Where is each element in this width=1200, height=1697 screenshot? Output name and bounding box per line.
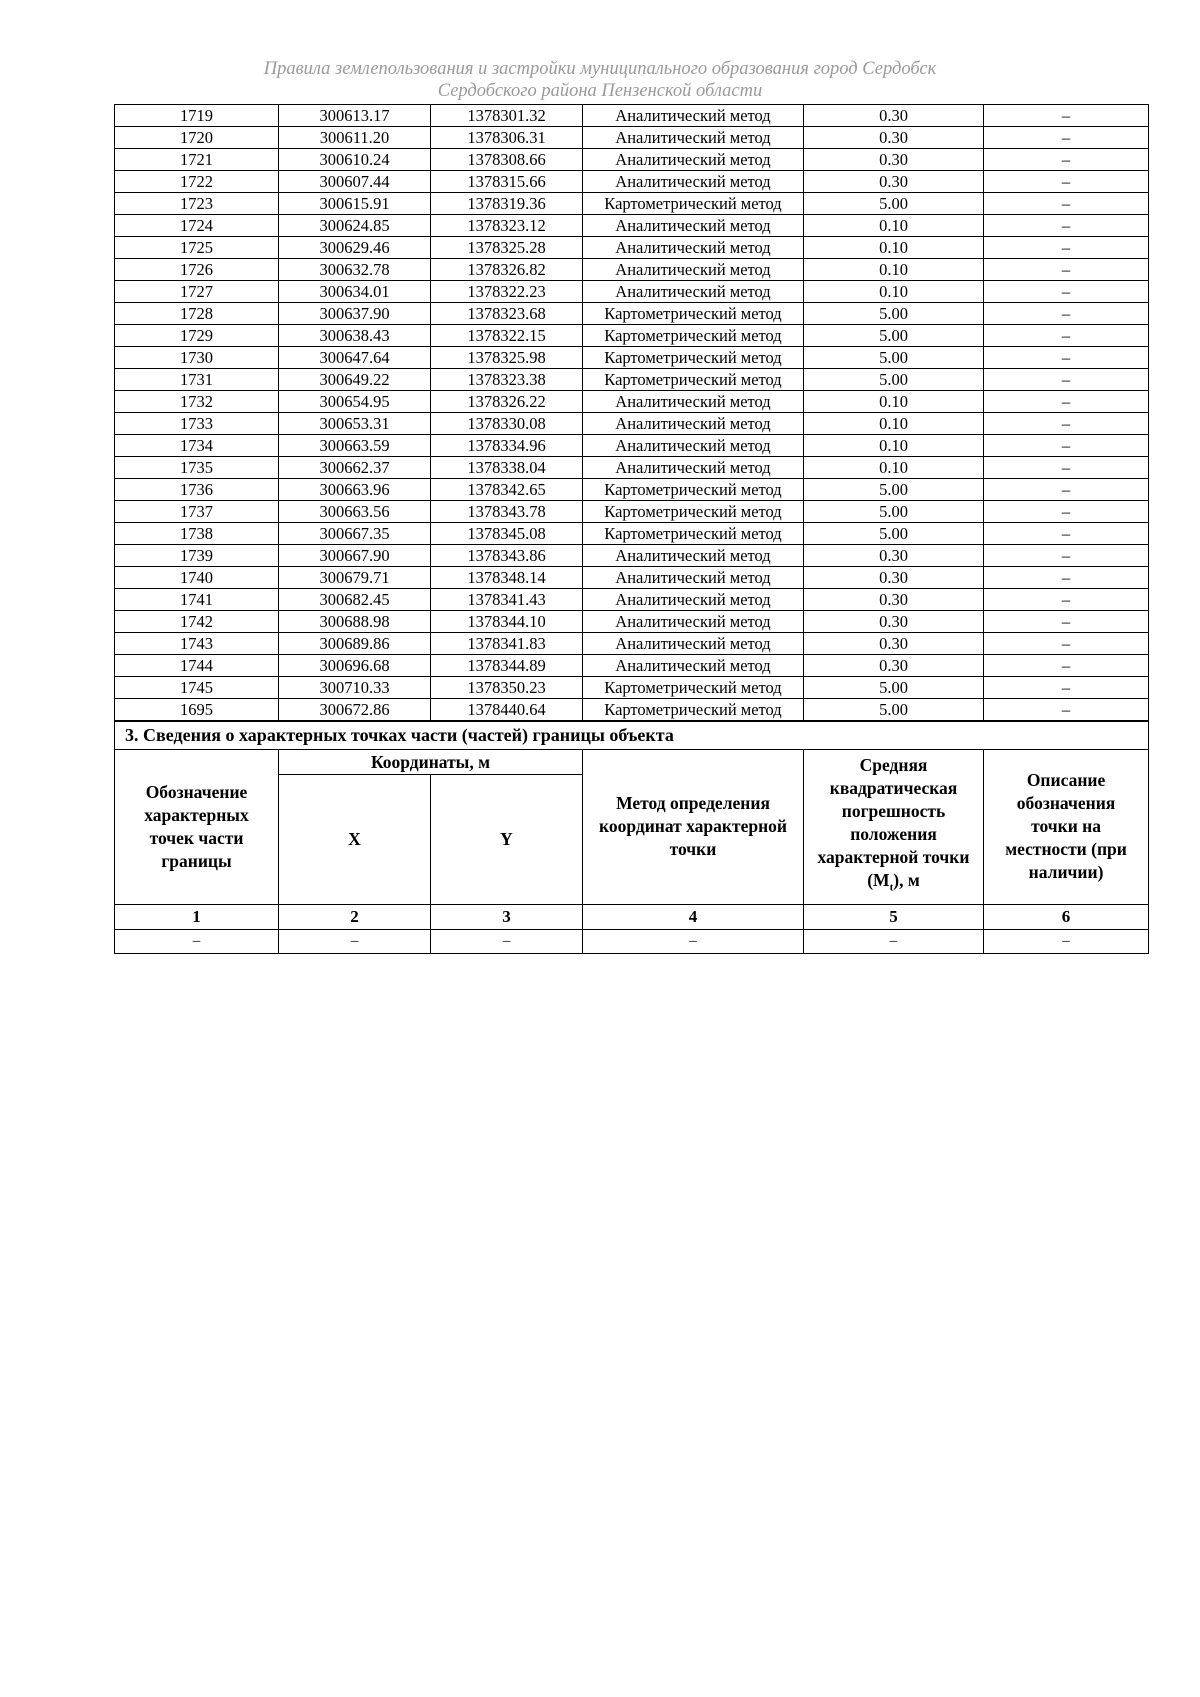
table-row (115, 259, 1149, 281)
table-row (115, 149, 1149, 171)
description-cell: – (984, 215, 1149, 237)
error-cell: 5.00 (804, 347, 984, 369)
table-row (115, 435, 1149, 457)
description-cell: – (984, 567, 1149, 589)
section3-title-row (115, 722, 1149, 750)
error-cell: 0.10 (804, 259, 984, 281)
y-coordinate-cell: 1378341.43 (431, 589, 583, 611)
table-row (115, 369, 1149, 391)
point-number-cell: 1721 (115, 149, 279, 171)
method-cell: Аналитический метод (583, 611, 804, 633)
x-coordinate-cell: 300689.86 (279, 633, 431, 655)
y-coordinate-cell: 1378326.22 (431, 391, 583, 413)
x-coordinate-cell: 300672.86 (279, 699, 431, 721)
table-row (115, 479, 1149, 501)
y-coordinate-cell: 1378342.65 (431, 479, 583, 501)
col-y-header: Y (431, 775, 583, 904)
description-cell: – (984, 589, 1149, 611)
table-row (115, 655, 1149, 677)
method-cell: Картометрический метод (583, 193, 804, 215)
description-cell: – (984, 259, 1149, 281)
table-row (115, 281, 1149, 303)
error-cell: 5.00 (804, 193, 984, 215)
point-number-cell: 1727 (115, 281, 279, 303)
method-cell: Картометрический метод (583, 699, 804, 721)
y-coordinate-cell: 1378325.28 (431, 237, 583, 259)
description-cell: – (984, 193, 1149, 215)
x-coordinate-cell: 300607.44 (279, 171, 431, 193)
point-number-cell: 1722 (115, 171, 279, 193)
method-cell: Аналитический метод (583, 633, 804, 655)
y-coordinate-cell: 1378343.78 (431, 501, 583, 523)
point-number-cell: 1733 (115, 413, 279, 435)
method-cell: Аналитический метод (583, 237, 804, 259)
method-cell: Картометрический метод (583, 523, 804, 545)
method-cell: Аналитический метод (583, 413, 804, 435)
method-cell: Картометрический метод (583, 347, 804, 369)
x-coordinate-cell: 300663.56 (279, 501, 431, 523)
points-table-body (115, 105, 1149, 721)
error-cell: 0.30 (804, 611, 984, 633)
point-number-cell: 1732 (115, 391, 279, 413)
point-number-cell: 1736 (115, 479, 279, 501)
col-method-header: Метод определения координат характерной точки (583, 750, 804, 905)
point-number-cell: 1737 (115, 501, 279, 523)
error-cell: 0.30 (804, 655, 984, 677)
col-number: 1 (115, 904, 279, 929)
empty-cell: – (431, 929, 583, 953)
col-number: 3 (431, 904, 583, 929)
y-coordinate-cell: 1378326.82 (431, 259, 583, 281)
method-cell: Аналитический метод (583, 259, 804, 281)
error-cell: 0.30 (804, 633, 984, 655)
description-cell: – (984, 237, 1149, 259)
y-coordinate-cell: 1378334.96 (431, 435, 583, 457)
table-row (115, 391, 1149, 413)
description-cell: – (984, 325, 1149, 347)
y-coordinate-cell: 1378319.36 (431, 193, 583, 215)
method-cell: Картометрический метод (583, 325, 804, 347)
x-coordinate-cell: 300647.64 (279, 347, 431, 369)
table-row (115, 567, 1149, 589)
point-number-cell: 1719 (115, 105, 279, 127)
col-error-header (804, 750, 984, 905)
col-number: 2 (279, 904, 431, 929)
table-row (115, 303, 1149, 325)
y-coordinate-cell: 1378341.83 (431, 633, 583, 655)
table-row (115, 611, 1149, 633)
y-coordinate-cell: 1378322.23 (431, 281, 583, 303)
point-number-cell: 1738 (115, 523, 279, 545)
error-cell: 0.10 (804, 457, 984, 479)
col-number: 6 (984, 904, 1149, 929)
method-cell: Аналитический метод (583, 105, 804, 127)
coordinates-header: Координаты, м (279, 750, 583, 775)
table-row (115, 105, 1149, 127)
method-cell: Аналитический метод (583, 655, 804, 677)
table-row (115, 215, 1149, 237)
method-cell: Картометрический метод (583, 369, 804, 391)
table-row (115, 237, 1149, 259)
col-number: 5 (804, 904, 984, 929)
x-coordinate-cell: 300615.91 (279, 193, 431, 215)
error-cell: 0.10 (804, 435, 984, 457)
x-coordinate-cell: 300629.46 (279, 237, 431, 259)
table-row (115, 677, 1149, 699)
x-coordinate-cell: 300634.01 (279, 281, 431, 303)
description-cell: – (984, 633, 1149, 655)
description-cell: – (984, 127, 1149, 149)
description-cell: – (984, 303, 1149, 325)
error-cell: 0.30 (804, 149, 984, 171)
header-line-2: Сердобского района Пензенской области (437, 81, 763, 101)
table-row (115, 193, 1149, 215)
y-coordinate-cell: 1378343.86 (431, 545, 583, 567)
y-coordinate-cell: 1378308.66 (431, 149, 583, 171)
description-cell: – (984, 149, 1149, 171)
section3-number-row (115, 904, 1149, 929)
y-coordinate-cell: 1378344.89 (431, 655, 583, 677)
error-cell: 5.00 (804, 325, 984, 347)
col-error-text: Средняя квадратическая погрешность положения характерной точки (М (817, 755, 970, 890)
description-cell: – (984, 435, 1149, 457)
table-row (115, 633, 1149, 655)
error-cell: 0.30 (804, 105, 984, 127)
description-cell: – (984, 479, 1149, 501)
point-number-cell: 1725 (115, 237, 279, 259)
y-coordinate-cell: 1378322.15 (431, 325, 583, 347)
section3-table (114, 721, 1149, 954)
method-cell: Аналитический метод (583, 567, 804, 589)
description-cell: – (984, 545, 1149, 567)
method-cell: Картометрический метод (583, 677, 804, 699)
error-cell: 5.00 (804, 523, 984, 545)
error-cell: 5.00 (804, 677, 984, 699)
y-coordinate-cell: 1378350.23 (431, 677, 583, 699)
x-coordinate-cell: 300679.71 (279, 567, 431, 589)
error-cell: 0.30 (804, 171, 984, 193)
y-coordinate-cell: 1378301.32 (431, 105, 583, 127)
method-cell: Аналитический метод (583, 171, 804, 193)
x-coordinate-cell: 300654.95 (279, 391, 431, 413)
point-number-cell: 1741 (115, 589, 279, 611)
empty-cell: – (279, 929, 431, 953)
y-coordinate-cell: 1378323.68 (431, 303, 583, 325)
y-coordinate-cell: 1378323.38 (431, 369, 583, 391)
error-cell: 0.10 (804, 215, 984, 237)
x-coordinate-cell: 300653.31 (279, 413, 431, 435)
description-cell: – (984, 699, 1149, 721)
error-cell: 5.00 (804, 369, 984, 391)
section3-title: 3. Сведения о характерных точках части (частей) границы объекта (115, 722, 1149, 750)
table-row (115, 699, 1149, 721)
description-cell: – (984, 655, 1149, 677)
method-cell: Аналитический метод (583, 457, 804, 479)
error-cell: 0.10 (804, 413, 984, 435)
method-cell: Аналитический метод (583, 127, 804, 149)
method-cell: Аналитический метод (583, 391, 804, 413)
point-number-cell: 1745 (115, 677, 279, 699)
x-coordinate-cell: 300696.68 (279, 655, 431, 677)
method-cell: Аналитический метод (583, 545, 804, 567)
error-cell: 0.30 (804, 589, 984, 611)
point-number-cell: 1734 (115, 435, 279, 457)
table-row (115, 127, 1149, 149)
description-cell: – (984, 105, 1149, 127)
y-coordinate-cell: 1378330.08 (431, 413, 583, 435)
point-number-cell: 1720 (115, 127, 279, 149)
y-coordinate-cell: 1378325.98 (431, 347, 583, 369)
point-number-cell: 1742 (115, 611, 279, 633)
points-table (114, 104, 1149, 721)
x-coordinate-cell: 300632.78 (279, 259, 431, 281)
description-cell: – (984, 171, 1149, 193)
method-cell: Картометрический метод (583, 479, 804, 501)
col-error-subscript: t (889, 881, 894, 894)
x-coordinate-cell: 300611.20 (279, 127, 431, 149)
x-coordinate-cell: 300638.43 (279, 325, 431, 347)
point-number-cell: 1723 (115, 193, 279, 215)
y-coordinate-cell: 1378440.64 (431, 699, 583, 721)
y-coordinate-cell: 1378345.08 (431, 523, 583, 545)
x-coordinate-cell: 300649.22 (279, 369, 431, 391)
table-row (115, 347, 1149, 369)
error-cell: 5.00 (804, 501, 984, 523)
table-row (115, 457, 1149, 479)
x-coordinate-cell: 300624.85 (279, 215, 431, 237)
x-coordinate-cell: 300613.17 (279, 105, 431, 127)
method-cell: Аналитический метод (583, 281, 804, 303)
x-coordinate-cell: 300663.96 (279, 479, 431, 501)
description-cell: – (984, 523, 1149, 545)
col-number: 4 (583, 904, 804, 929)
method-cell: Картометрический метод (583, 303, 804, 325)
y-coordinate-cell: 1378306.31 (431, 127, 583, 149)
table-row (115, 501, 1149, 523)
point-number-cell: 1743 (115, 633, 279, 655)
point-number-cell: 1726 (115, 259, 279, 281)
col-description-header: Описание обозначения точки на местности (при наличии) (984, 750, 1149, 905)
error-cell: 0.30 (804, 127, 984, 149)
description-cell: – (984, 369, 1149, 391)
error-cell: 5.00 (804, 699, 984, 721)
description-cell: – (984, 347, 1149, 369)
col-designation-header: Обозначение характерных точек части границы (115, 750, 279, 905)
point-number-cell: 1729 (115, 325, 279, 347)
x-coordinate-cell: 300610.24 (279, 149, 431, 171)
x-coordinate-cell: 300637.90 (279, 303, 431, 325)
x-coordinate-cell: 300688.98 (279, 611, 431, 633)
error-cell: 0.30 (804, 545, 984, 567)
error-cell: 0.10 (804, 281, 984, 303)
description-cell: – (984, 457, 1149, 479)
x-coordinate-cell: 300667.35 (279, 523, 431, 545)
table-row (115, 545, 1149, 567)
point-number-cell: 1744 (115, 655, 279, 677)
x-coordinate-cell: 300710.33 (279, 677, 431, 699)
y-coordinate-cell: 1378338.04 (431, 457, 583, 479)
error-cell: 5.00 (804, 479, 984, 501)
y-coordinate-cell: 1378348.14 (431, 567, 583, 589)
description-cell: – (984, 501, 1149, 523)
description-cell: – (984, 677, 1149, 699)
point-number-cell: 1724 (115, 215, 279, 237)
col-x-header: X (279, 775, 431, 904)
table-row (115, 523, 1149, 545)
x-coordinate-cell: 300682.45 (279, 589, 431, 611)
page-header (0, 58, 1200, 102)
method-cell: Аналитический метод (583, 589, 804, 611)
point-number-cell: 1730 (115, 347, 279, 369)
section3-empty-row (115, 929, 1149, 953)
description-cell: – (984, 611, 1149, 633)
section3-header-row-1 (115, 750, 1149, 775)
y-coordinate-cell: 1378344.10 (431, 611, 583, 633)
point-number-cell: 1695 (115, 699, 279, 721)
x-coordinate-cell: 300667.90 (279, 545, 431, 567)
empty-cell: – (984, 929, 1149, 953)
point-number-cell: 1728 (115, 303, 279, 325)
method-cell: Аналитический метод (583, 149, 804, 171)
description-cell: – (984, 281, 1149, 303)
table-row (115, 589, 1149, 611)
error-cell: 0.30 (804, 567, 984, 589)
method-cell: Картометрический метод (583, 501, 804, 523)
point-number-cell: 1739 (115, 545, 279, 567)
table-row (115, 413, 1149, 435)
table-row (115, 325, 1149, 347)
col-error-tail: ), м (893, 870, 920, 890)
error-cell: 0.10 (804, 237, 984, 259)
y-coordinate-cell: 1378315.66 (431, 171, 583, 193)
empty-cell: – (115, 929, 279, 953)
description-cell: – (984, 413, 1149, 435)
description-cell: – (984, 391, 1149, 413)
y-coordinate-cell: 1378323.12 (431, 215, 583, 237)
point-number-cell: 1735 (115, 457, 279, 479)
point-number-cell: 1731 (115, 369, 279, 391)
x-coordinate-cell: 300663.59 (279, 435, 431, 457)
table-row (115, 171, 1149, 193)
error-cell: 0.10 (804, 391, 984, 413)
header-line-1: Правила землепользования и застройки муниципального образования город Сердобск (263, 59, 937, 79)
method-cell: Аналитический метод (583, 215, 804, 237)
x-coordinate-cell: 300662.37 (279, 457, 431, 479)
method-cell: Аналитический метод (583, 435, 804, 457)
empty-cell: – (583, 929, 804, 953)
empty-cell: – (804, 929, 984, 953)
point-number-cell: 1740 (115, 567, 279, 589)
error-cell: 5.00 (804, 303, 984, 325)
